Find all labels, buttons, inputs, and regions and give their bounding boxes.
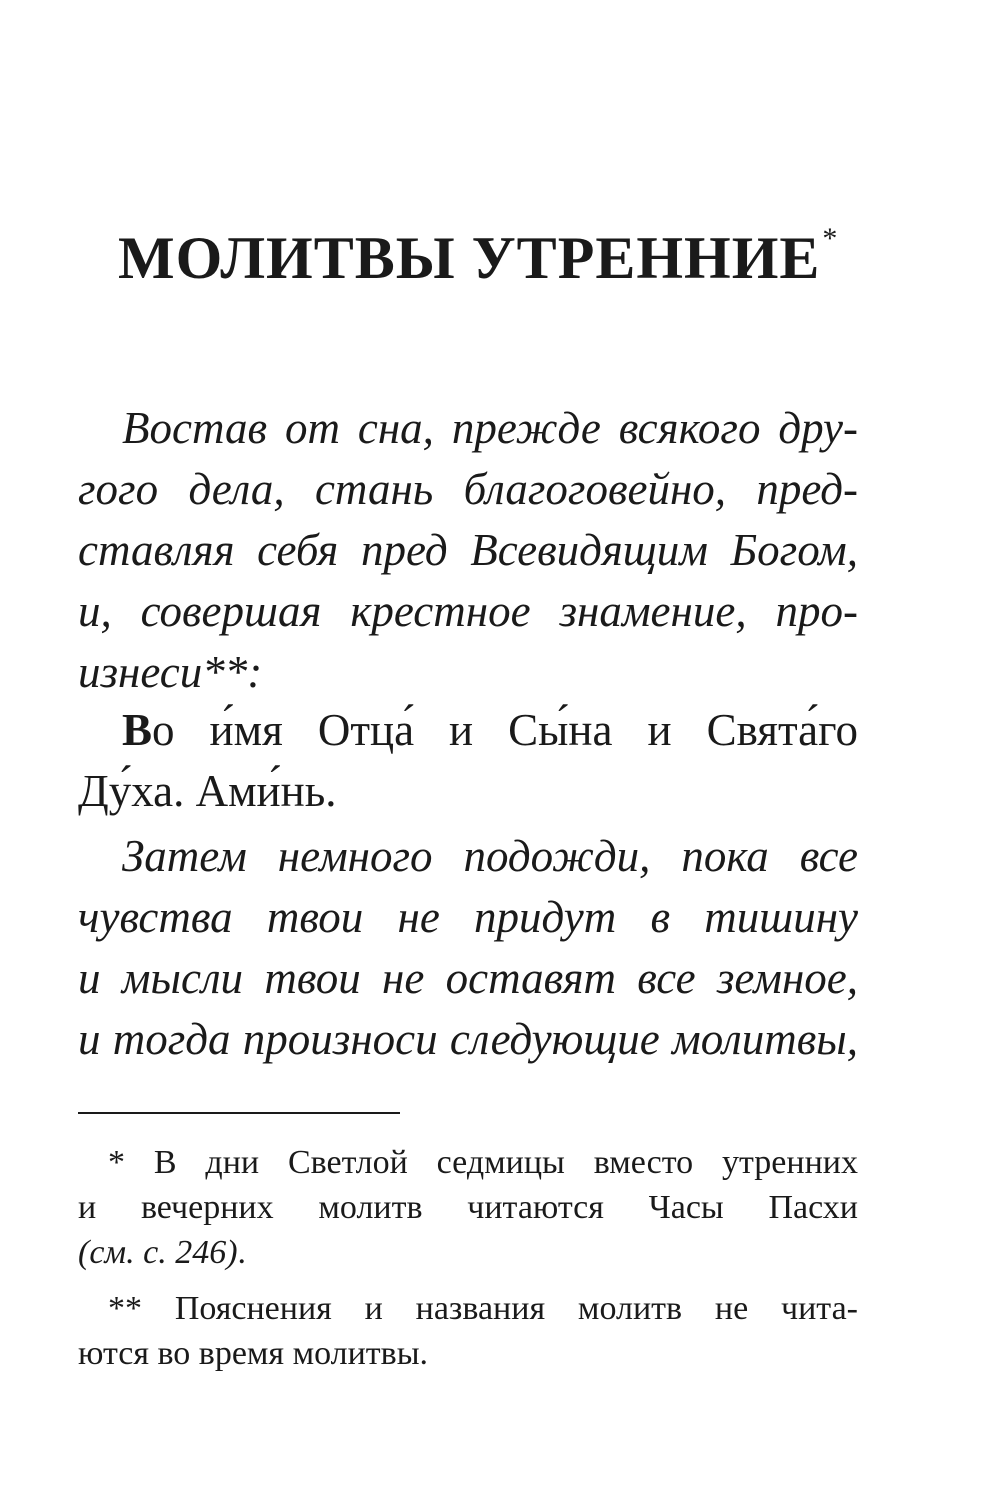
footnote-line: * В дни Светлой седмицы вместо утренних <box>108 1144 858 1181</box>
footnote-line: ются во время молитвы. <box>78 1335 429 1372</box>
prayer-line-text: о и́мя Отца́ и Сы́на и Свята́го <box>152 705 858 755</box>
page-title <box>118 222 839 291</box>
page-title-text: МОЛИТВЫ УТРЕННИЕ <box>118 225 821 291</box>
instruction-line: изнеси**: <box>78 647 263 697</box>
prayer-line <box>78 700 858 761</box>
footnote-trail: . <box>237 1234 247 1271</box>
instruction-line: Востав от сна, прежде всякого дру- <box>122 403 858 453</box>
footnote-1 <box>78 1140 858 1275</box>
footnote-divider <box>78 1112 400 1114</box>
instruction-line: и мысли твои не оставят все земное, <box>78 953 858 1003</box>
instruction-paragraph-2 <box>78 826 858 1070</box>
instruction-line: ставляя себя пред Всевидящим Богом, <box>78 525 858 575</box>
footnote-line: и вечерних молитв читаются Часы Пасхи <box>78 1189 858 1226</box>
instruction-line: и, совершая крестное знамение, про- <box>78 586 858 636</box>
prayer-paragraph <box>78 700 858 822</box>
instruction-line: чувства твои не придут в тишину <box>78 892 858 942</box>
prayer-line: Ду́ха. Ами́нь. <box>78 766 337 816</box>
instruction-line: гого дела, стань благоговейно, пред- <box>78 464 858 514</box>
instruction-line: и тогда произноси следующие молитвы, <box>78 1014 858 1064</box>
instruction-line: Затем немного подожди, пока все <box>122 831 858 881</box>
instruction-paragraph-1 <box>78 398 858 703</box>
page-reference: (см. с. 246) <box>78 1234 238 1271</box>
footnote-line: ** Пояснения и названия молитв не чита- <box>108 1290 858 1327</box>
footnote-mark: * <box>822 222 839 255</box>
footnote-2 <box>78 1286 858 1376</box>
prayer-initial: В <box>122 705 153 755</box>
footnote-line <box>78 1230 858 1275</box>
